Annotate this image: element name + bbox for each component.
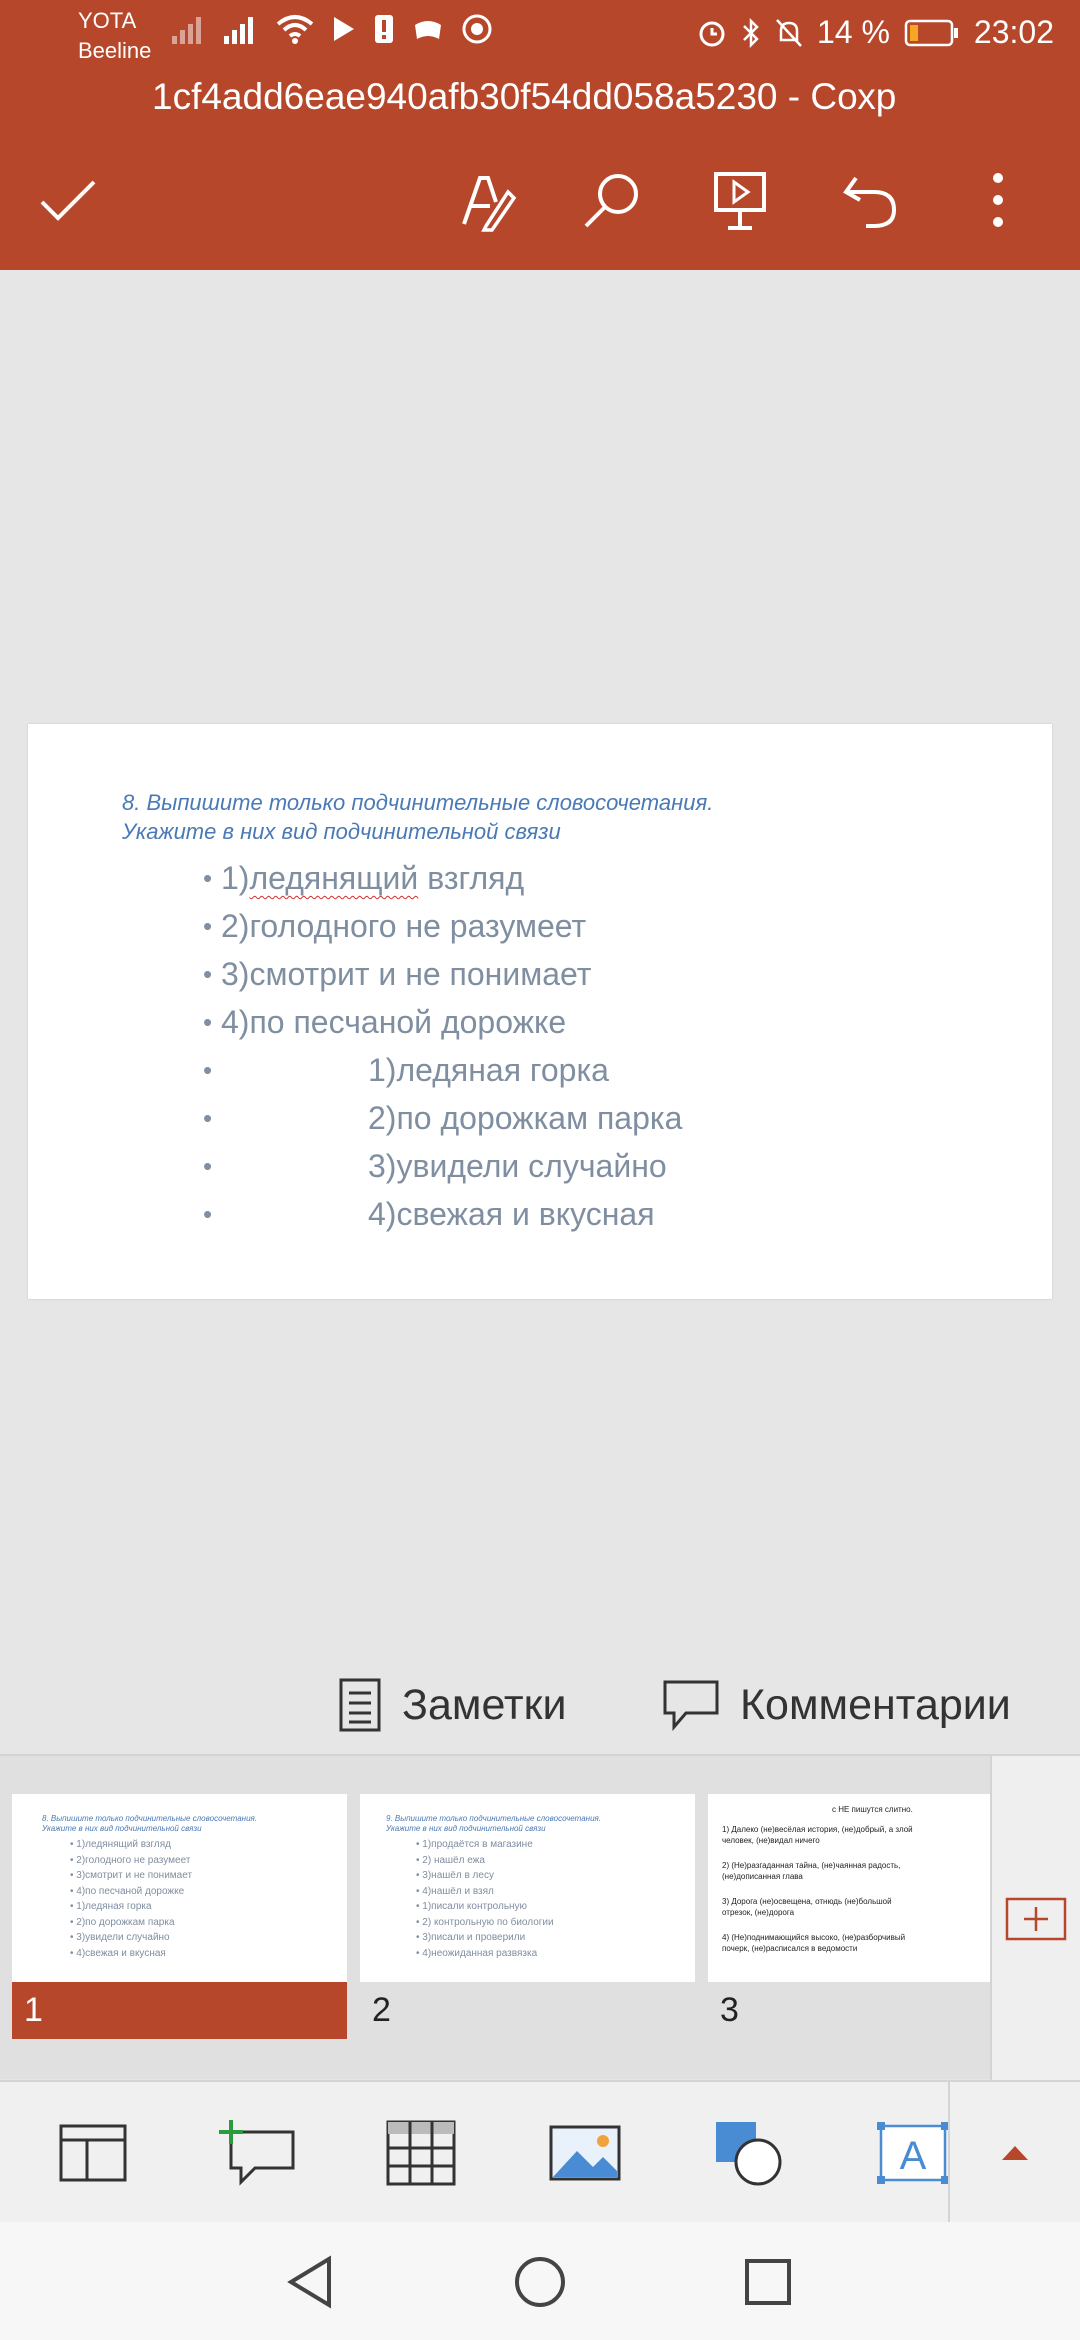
bullet: •: [203, 863, 213, 893]
thumb-line: • 1)ледяная горка: [70, 1901, 152, 1912]
notes-button[interactable]: [338, 1670, 566, 1740]
thumb-title: 9. Выпишите только подчинительные словосочетания.: [386, 1814, 602, 1823]
list-item: [28, 1094, 1052, 1142]
thumb-line: (не)дописанная глава: [722, 1872, 803, 1881]
table-icon: [386, 2120, 456, 2186]
thumb-line: 1) Далеко (не)весёлая история, (не)добрый, а злой: [722, 1825, 913, 1834]
thumbnail-preview: [12, 1794, 347, 1982]
item-rest: взгляд: [418, 860, 525, 896]
search-icon: [582, 170, 642, 230]
insertbar-divider: [948, 2082, 950, 2224]
insert-toolbar: [0, 2080, 1080, 2222]
bullet: •: [203, 1007, 213, 1037]
thumb-line: • 2)голодного не разумеет: [70, 1855, 191, 1866]
battery-percent: 14 %: [816, 14, 890, 50]
shapes-icon: [712, 2118, 786, 2188]
back-icon: [285, 2255, 335, 2309]
home-icon: [513, 2255, 567, 2309]
search-button[interactable]: [572, 160, 652, 240]
app-header: [0, 0, 1080, 270]
new-comment-icon: [217, 2118, 297, 2188]
thumb-line: • 4)по песчаной дорожке: [70, 1886, 185, 1897]
notes-icon: [338, 1677, 382, 1733]
bullet: •: [203, 911, 213, 941]
bullet: •: [203, 1103, 213, 1133]
slide-bullet-list[interactable]: [28, 854, 1052, 1238]
item-text: 4)свежая и вкусная: [368, 1196, 655, 1232]
carrier-beeline: Beeline: [78, 38, 152, 63]
thumb-line: • 3)увидели случайно: [70, 1932, 170, 1943]
thumb-line: 3) Дорога (не)освещена, отнюдь (не)большой: [722, 1897, 892, 1906]
undo-button[interactable]: [830, 160, 910, 240]
slide-thumbnail-1[interactable]: [12, 1794, 347, 2039]
check-icon: [38, 176, 98, 224]
item-text: [221, 854, 524, 902]
back-button[interactable]: [280, 2252, 340, 2312]
status-icons: [172, 14, 492, 44]
bullet: •: [203, 1151, 213, 1181]
thumb-line: • 2)по дорожкам парка: [70, 1917, 175, 1928]
thumb-line: • 1)ледянящий взгляд: [70, 1839, 172, 1850]
thumb-line: 4) (Не)поднимающийся высоко, (не)разборчивый: [722, 1933, 906, 1942]
item-text: 2)по дорожкам парка: [368, 1100, 683, 1136]
status-right: [697, 14, 1054, 51]
thumb-line: • 1)писали контрольную: [416, 1901, 528, 1912]
status-carriers: [78, 6, 151, 66]
misspelled-word: ледянящий: [249, 860, 419, 896]
mute-bell-icon: [775, 18, 803, 48]
notes-label: Заметки: [402, 1680, 567, 1729]
undo-icon: [840, 170, 900, 230]
thumbnail-preview: [708, 1794, 990, 1982]
item-number: 1): [221, 860, 250, 896]
slide-title-line1: 8. Выпишите только подчинительные словосочетания.: [122, 790, 714, 815]
list-item: [28, 1046, 1052, 1094]
item-text: 2)голодного не разумеет: [221, 908, 587, 944]
expand-ribbon-button[interactable]: [970, 2110, 1060, 2196]
thumb-title: Укажите в них вид подчинительной связи: [42, 1824, 202, 1833]
item-text: 4)по песчаной дорожке: [221, 1004, 567, 1040]
draw-button[interactable]: [448, 160, 528, 240]
item-text: 3)увидели случайно: [368, 1148, 667, 1184]
thumb-line: 2) (Не)разгаданная тайна, (не)чаянная радость,: [722, 1861, 901, 1870]
comment-icon: [662, 1679, 720, 1731]
new-comment-button[interactable]: [212, 2110, 302, 2196]
thumbnail-number: 2: [372, 1991, 391, 2029]
item-text: 1)ледяная горка: [368, 1052, 609, 1088]
thumb-line: • 2) нашёл ежа: [416, 1855, 485, 1866]
thumb-line: человек, (не)видал ничего: [722, 1836, 820, 1845]
list-item: [28, 1142, 1052, 1190]
insert-shapes-button[interactable]: [704, 2110, 794, 2196]
app-badge-icon: [462, 14, 492, 44]
thumb-line: отрезок, (не)дорога: [722, 1908, 795, 1917]
bullet: •: [203, 959, 213, 989]
alert-icon: [374, 14, 394, 44]
slide-thumbnail-2[interactable]: [360, 1794, 695, 2039]
thumb-line: • 3)смотрит и не понимает: [70, 1870, 193, 1881]
picture-icon: [549, 2125, 621, 2181]
textbox-icon: [877, 2122, 949, 2184]
bullet: •: [203, 1055, 213, 1085]
thumb-line: • 4)свежая и вкусная: [70, 1948, 166, 1959]
thumbnail-number: 1: [12, 1982, 347, 2039]
list-item: [28, 998, 1052, 1046]
recents-button[interactable]: [738, 2252, 798, 2312]
carrier-yota: YOTA: [78, 8, 137, 33]
more-options-button[interactable]: [958, 160, 1038, 240]
game-icon: [412, 15, 444, 43]
system-nav-bar: [0, 2222, 1080, 2340]
textbox-glyph: A: [899, 2134, 927, 2178]
draw-pen-icon: [458, 168, 518, 232]
list-item: [28, 1190, 1052, 1238]
play-icon: [332, 15, 356, 43]
bluetooth-icon: [741, 18, 761, 48]
layout-icon: [59, 2124, 127, 2182]
present-button[interactable]: [700, 160, 780, 240]
insert-table-button[interactable]: [376, 2110, 466, 2196]
add-slide-button[interactable]: [1004, 1896, 1068, 1942]
present-icon: [710, 168, 770, 232]
recents-icon: [744, 2258, 792, 2306]
item-text: 3)смотрит и не понимает: [221, 956, 592, 992]
thumbnail-preview: [360, 1794, 695, 1982]
thumbnail-number: 3: [720, 1991, 739, 2029]
wifi-icon: [276, 14, 314, 44]
slide-title-line2: Укажите в них вид подчинительной связи: [122, 819, 561, 844]
signal-icon: [224, 14, 258, 44]
alarm-icon: [697, 18, 727, 48]
slide-thumbnail-3[interactable]: [708, 1794, 990, 2039]
list-item: [28, 902, 1052, 950]
thumb-line: • 3)писали и проверили: [416, 1932, 526, 1943]
thumb-line: • 2) контрольную по биологии: [416, 1917, 554, 1928]
document-title: 1cf4add6eae940afb30f54dd058a5230 - Сохр: [152, 76, 897, 117]
thumb-line: • 1)продаётся в магазине: [416, 1839, 533, 1850]
done-button[interactable]: [28, 160, 108, 240]
bullet: •: [203, 1199, 213, 1229]
insert-textbox-button[interactable]: [868, 2110, 958, 2196]
add-slide-panel: [990, 1756, 1080, 2081]
list-item: [28, 950, 1052, 998]
clock: 23:02: [973, 14, 1054, 50]
add-slide-icon: [1005, 1897, 1067, 1941]
comments-button[interactable]: [662, 1670, 1011, 1740]
battery-icon: [904, 18, 960, 48]
more-icon: [990, 172, 1006, 228]
home-button[interactable]: [510, 2252, 570, 2312]
thumb-line: • 4)неожиданная развязка: [416, 1948, 538, 1959]
slide-canvas[interactable]: [28, 724, 1052, 1299]
thumb-title: 8. Выпишите только подчинительные словосочетания.: [42, 1814, 258, 1823]
thumb-line: • 4)нашёл и взял: [416, 1886, 494, 1897]
slide-thumbnail-strip[interactable]: [0, 1754, 1080, 2079]
thumb-heading: с НЕ пишутся слитно.: [832, 1805, 913, 1814]
thumb-line: • 3)нашёл в лесу: [416, 1870, 494, 1881]
thumb-line: почерк, (не)расписался в ведомости: [722, 1944, 858, 1953]
thumb-title: Укажите в них вид подчинительной связи: [386, 1824, 546, 1833]
insert-picture-button[interactable]: [540, 2110, 630, 2196]
list-item: [28, 854, 1052, 902]
expand-up-icon: [1000, 2144, 1030, 2162]
comments-label: Комментарии: [740, 1680, 1011, 1729]
signal-weak-icon: [172, 14, 206, 44]
layout-button[interactable]: [48, 2110, 138, 2196]
slide-title[interactable]: [122, 788, 942, 846]
